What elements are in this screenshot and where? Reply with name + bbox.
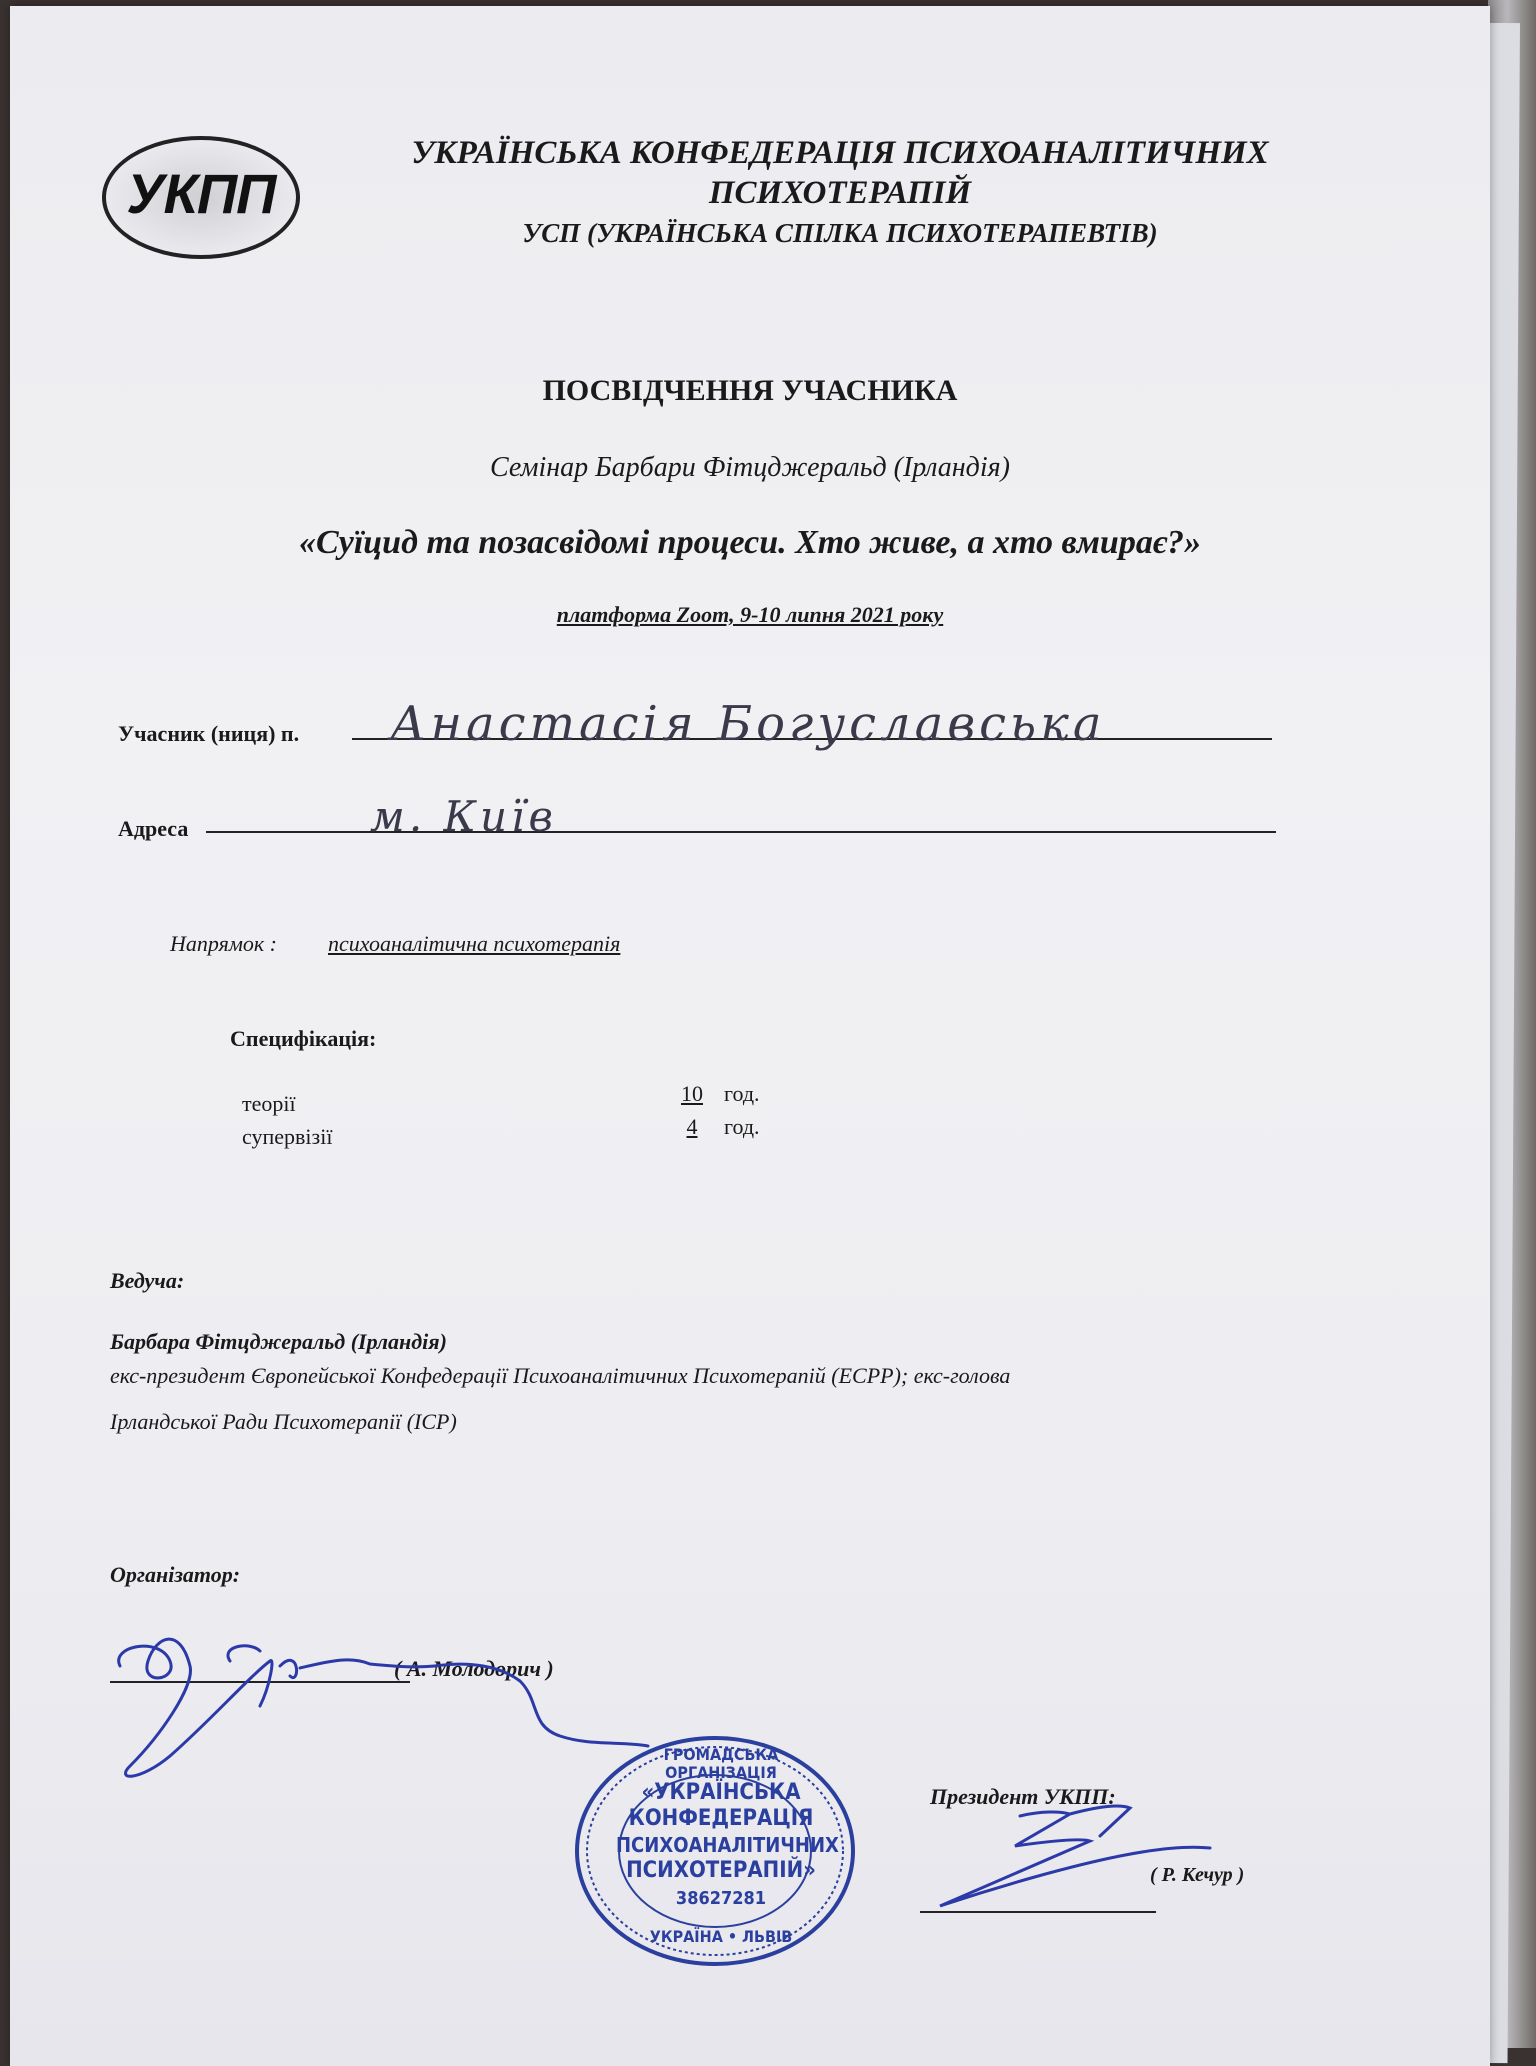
stamp-line4: ПСИХОТЕРАПІЙ»: [626, 1858, 816, 1883]
logo-text: УКПП: [126, 162, 276, 225]
president-signature: [920, 1786, 1220, 1916]
president-name: ( Р. Кечур ): [1150, 1864, 1245, 1886]
seminar-line: Семінар Барбари Фітцджеральд (Ірландія): [490, 452, 1010, 483]
spec-supervision-name: супервізії: [242, 1124, 333, 1149]
address-label: Адреса: [118, 816, 189, 841]
address-line: [206, 831, 1276, 833]
certificate-sheet: [10, 6, 1490, 2066]
certificate-title: ПОСВІДЧЕННЯ УЧАСНИКА: [542, 374, 958, 407]
direction-value: психоаналітична психотерапія: [328, 931, 621, 956]
host-name: Барбара Фітцджеральд (Ірландія): [110, 1329, 447, 1354]
organizer-name: ( А. Молодорич ): [394, 1656, 554, 1681]
stamp-line3: ПСИХОАНАЛІТИЧНИХ: [616, 1833, 839, 1857]
direction-label: Напрямок :: [170, 931, 277, 956]
stamp-ring-top: ГРОМАДСЬКА ОРГАНІЗАЦІЯ: [663, 1745, 779, 1782]
stamp-line2: КОНФЕДЕРАЦІЯ: [628, 1806, 814, 1831]
spec-theory-name: теорії: [242, 1091, 296, 1116]
organizer-label: Організатор:: [110, 1562, 241, 1587]
org-name-line2: ПСИХОТЕРАПІЙ: [708, 175, 972, 211]
stamp-ring-bottom: УКРАЇНА • ЛЬВІВ: [649, 1927, 793, 1946]
seminar-topic: «Суїцид та позасвідомі процеси. Хто живе, а хто вмирає?»: [299, 524, 1201, 561]
spec-theory-hours: 10: [681, 1081, 703, 1106]
spec-theory-unit: год.: [724, 1081, 760, 1106]
spec-supervision-unit: год.: [724, 1114, 760, 1139]
participant-name: Анастасія Богуславська: [390, 696, 1106, 752]
org-name-line3: УСП (УКРАЇНСЬКА СПІЛКА ПСИХОТЕРАПЕВТІВ): [522, 218, 1158, 248]
host-description-line1: екс-президент Європейської Конфедерації Психоаналітичних Психотерапій (ECPP); екс-голова: [110, 1363, 1011, 1388]
platform-date: платформа Zoom, 9-10 липня 2021 року: [556, 602, 944, 627]
stamp-line1: «УКРАЇНСЬКА: [641, 1780, 801, 1805]
stamp-code: 38627281: [675, 1888, 767, 1909]
specification-label: Специфікація:: [230, 1026, 377, 1051]
participant-label: Учасник (ниця) п.: [118, 721, 300, 746]
host-description-line2: Ірландської Ради Психотерапії (ICP): [110, 1409, 457, 1434]
spec-supervision-hours: 4: [686, 1114, 698, 1139]
org-name-line1: УКРАЇНСЬКА КОНФЕДЕРАЦІЯ ПСИХОАНАЛІТИЧНИХ: [411, 135, 1269, 171]
host-label: Ведуча:: [110, 1268, 185, 1293]
address-value: м. Київ: [370, 792, 557, 841]
president-label: Президент УКПП:: [930, 1784, 1116, 1809]
